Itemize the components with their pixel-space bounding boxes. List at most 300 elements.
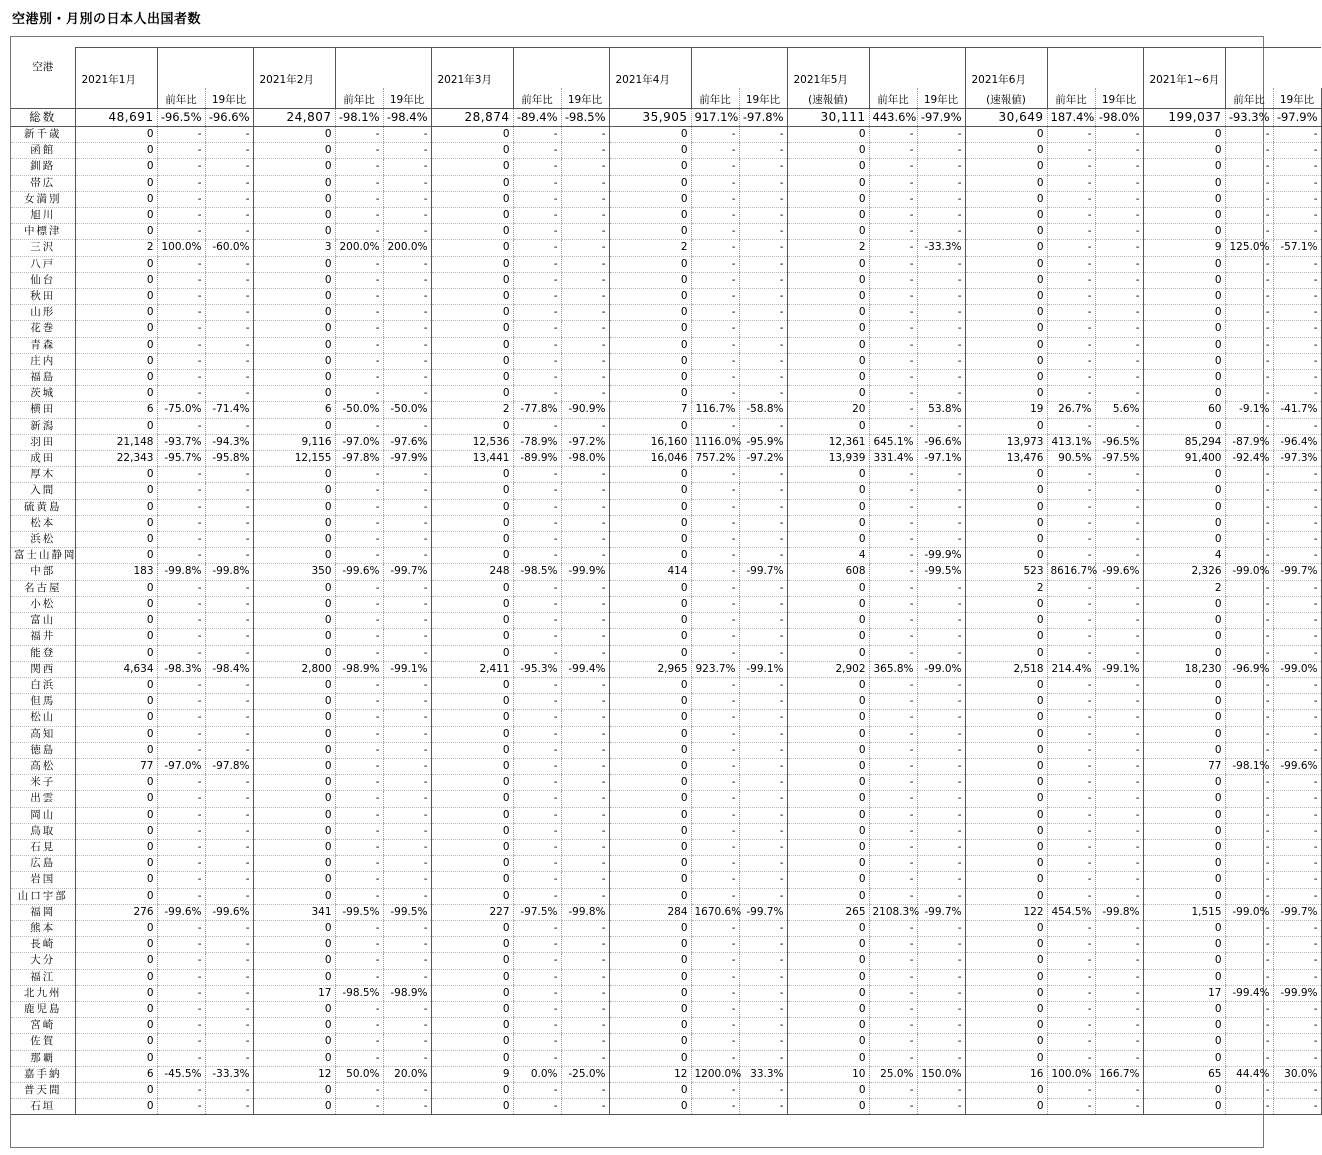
yoy-cell: - [1225, 1034, 1273, 1050]
count-cell: 0 [75, 548, 157, 564]
airport-name: 大分 [11, 953, 75, 969]
yoy-cell: 923.7% [691, 661, 739, 677]
yoy-cell: - [1225, 791, 1273, 807]
vs2019-cell: - [205, 321, 253, 337]
table-row [11, 240, 1321, 256]
count-cell: 0 [1143, 872, 1225, 888]
vs2019-cell: - [383, 645, 431, 661]
vs2019-cell: - [561, 710, 609, 726]
count-cell: 2,518 [965, 661, 1047, 677]
vs2019-cell: - [1095, 418, 1143, 434]
vs2019-cell: - [383, 742, 431, 758]
table-row [11, 1001, 1321, 1017]
count-cell: 0 [609, 613, 691, 629]
yoy-cell: - [1225, 305, 1273, 321]
count-cell: 0 [431, 775, 513, 791]
count-cell: 0 [75, 839, 157, 855]
yoy-cell: - [157, 256, 205, 272]
vs2019-cell: - [917, 596, 965, 612]
yoy-cell: - [335, 888, 383, 904]
vs2019-cell: -99.1% [1095, 661, 1143, 677]
yoy-cell: - [1047, 191, 1095, 207]
yoy-cell: - [869, 839, 917, 855]
airport-name: 福島 [11, 370, 75, 386]
yoy-cell: - [691, 305, 739, 321]
vs2019-cell: - [739, 856, 787, 872]
airport-name: 帯広 [11, 175, 75, 191]
yoy-cell: - [1047, 823, 1095, 839]
count-cell: 0 [431, 969, 513, 985]
vs2019-cell: -99.8% [205, 564, 253, 580]
yoy-cell: - [513, 823, 561, 839]
yoy-cell: - [869, 515, 917, 531]
yoy-cell: - [691, 564, 739, 580]
yoy-cell: - [691, 370, 739, 386]
count-cell: 0 [431, 321, 513, 337]
airport-name: 普天間 [11, 1082, 75, 1098]
yoy-cell: - [157, 548, 205, 564]
count-cell: 3 [253, 240, 335, 256]
vs2019-cell: - [383, 418, 431, 434]
count-cell: 0 [431, 272, 513, 288]
count-cell: 0 [253, 937, 335, 953]
vs2019-cell: - [1273, 856, 1321, 872]
count-cell: 0 [431, 1018, 513, 1034]
vs2019-cell: - [205, 418, 253, 434]
vs2019-cell: -98.9% [383, 985, 431, 1001]
vs2019-cell: - [205, 548, 253, 564]
yoy-cell: - [335, 629, 383, 645]
table-row [11, 191, 1321, 207]
count-cell: 0 [609, 305, 691, 321]
vs2019-cell: - [917, 175, 965, 191]
count-cell: 6 [253, 402, 335, 418]
vs2019-cell: -25.0% [561, 1066, 609, 1082]
yoy-cell: - [691, 467, 739, 483]
table-row [11, 1034, 1321, 1050]
yoy-cell: -98.5% [335, 985, 383, 1001]
vs2019-cell: -97.9% [383, 451, 431, 467]
count-cell: 0 [1143, 483, 1225, 499]
vs2019-cell: 5.6% [1095, 402, 1143, 418]
count-cell: 4 [1143, 548, 1225, 564]
airport-name: 石見 [11, 839, 75, 855]
vs2019-cell: - [917, 677, 965, 693]
count-cell: 0 [965, 1082, 1047, 1098]
airport-name: 関西 [11, 661, 75, 677]
vs2019-cell: - [739, 272, 787, 288]
yoy-cell: - [157, 742, 205, 758]
count-cell: 17 [253, 985, 335, 1001]
count-cell: 0 [75, 969, 157, 985]
yoy-cell: - [513, 775, 561, 791]
yoy-cell: - [335, 742, 383, 758]
header-blank [1273, 48, 1321, 89]
yoy-cell: -97.0% [335, 434, 383, 450]
vs2019-cell: -99.7% [1273, 904, 1321, 920]
yoy-cell: -97.0% [157, 758, 205, 774]
yoy-cell: - [157, 289, 205, 305]
vs2019-cell: -97.2% [739, 451, 787, 467]
count-cell: 0 [965, 758, 1047, 774]
yoy-cell: - [513, 159, 561, 175]
vs2019-cell: - [1273, 1050, 1321, 1066]
airport-name: 庄内 [11, 353, 75, 369]
count-cell: 0 [75, 580, 157, 596]
yoy-cell: - [335, 694, 383, 710]
vs2019-cell: - [205, 937, 253, 953]
yoy-cell: - [513, 386, 561, 402]
yoy-cell: - [1047, 467, 1095, 483]
yoy-cell: - [1225, 337, 1273, 353]
count-cell: 2 [965, 580, 1047, 596]
count-cell: 0 [1143, 224, 1225, 240]
table-row [11, 613, 1321, 629]
vs2019-cell: - [1095, 791, 1143, 807]
total-row [11, 109, 1321, 127]
count-cell: 0 [609, 580, 691, 596]
vs2019-cell: - [561, 1050, 609, 1066]
count-cell: 7 [609, 402, 691, 418]
header-blank [157, 48, 205, 89]
vs2019-cell: - [1273, 969, 1321, 985]
yoy-cell: - [513, 937, 561, 953]
vs2019-cell: - [739, 985, 787, 1001]
vs2019-cell: - [561, 839, 609, 855]
yoy-cell: - [1225, 920, 1273, 936]
vs2019-cell: - [739, 1050, 787, 1066]
table-row [11, 758, 1321, 774]
yoy-cell: - [869, 532, 917, 548]
vs2019-header: 19年比 [917, 88, 965, 109]
table-frame [10, 36, 1318, 1148]
yoy-cell: - [513, 839, 561, 855]
yoy-cell: - [513, 1099, 561, 1115]
table-row [11, 1050, 1321, 1066]
vs2019-cell: -57.1% [1273, 240, 1321, 256]
yoy-cell: - [869, 499, 917, 515]
yoy-cell: - [1047, 272, 1095, 288]
vs2019-cell: - [205, 208, 253, 224]
yoy-cell: 125.0% [1225, 240, 1273, 256]
count-cell: 0 [431, 483, 513, 499]
count-cell: 2,411 [431, 661, 513, 677]
table-row [11, 888, 1321, 904]
airport-name: 福井 [11, 629, 75, 645]
airport-name: 岩国 [11, 872, 75, 888]
yoy-cell: - [691, 418, 739, 434]
count-cell: 2 [609, 240, 691, 256]
vs2019-cell: - [1095, 386, 1143, 402]
count-cell: 0 [787, 191, 869, 207]
vs2019-cell: - [739, 791, 787, 807]
count-cell: 0 [431, 208, 513, 224]
yoy-cell: - [513, 224, 561, 240]
count-cell: 0 [965, 515, 1047, 531]
count-cell: 0 [431, 532, 513, 548]
vs2019-cell: - [561, 386, 609, 402]
count-cell: 0 [75, 191, 157, 207]
airport-name: 女満別 [11, 191, 75, 207]
yoy-cell: - [157, 629, 205, 645]
vs2019-cell: - [383, 515, 431, 531]
airport-name: 長崎 [11, 937, 75, 953]
yoy-cell: - [513, 613, 561, 629]
vs2019-cell: - [383, 1099, 431, 1115]
vs2019-cell: -98.0% [1095, 109, 1143, 127]
vs2019-cell: - [561, 483, 609, 499]
count-cell: 0 [253, 548, 335, 564]
count-cell: 0 [609, 208, 691, 224]
yoy-cell: - [691, 289, 739, 305]
count-cell: 0 [787, 499, 869, 515]
count-cell: 13,973 [965, 434, 1047, 450]
vs2019-cell: - [561, 677, 609, 693]
vs2019-cell: - [739, 872, 787, 888]
count-cell: 0 [609, 548, 691, 564]
vs2019-cell: - [1273, 807, 1321, 823]
count-cell: 22,343 [75, 451, 157, 467]
vs2019-cell: - [917, 775, 965, 791]
count-cell: 0 [787, 742, 869, 758]
vs2019-cell: - [917, 337, 965, 353]
yoy-cell: - [335, 580, 383, 596]
vs2019-cell: - [1273, 532, 1321, 548]
airport-name: 高松 [11, 758, 75, 774]
vs2019-cell: - [383, 208, 431, 224]
vs2019-cell: - [917, 791, 965, 807]
vs2019-cell: - [739, 937, 787, 953]
vs2019-cell: - [383, 1001, 431, 1017]
count-cell: 0 [787, 1034, 869, 1050]
yoy-cell: - [513, 1034, 561, 1050]
yoy-cell: - [335, 175, 383, 191]
airport-name: 仙台 [11, 272, 75, 288]
count-cell: 0 [75, 677, 157, 693]
vs2019-cell: - [561, 856, 609, 872]
yoy-cell: - [869, 596, 917, 612]
count-cell: 0 [75, 645, 157, 661]
yoy-cell: - [869, 613, 917, 629]
count-cell: 0 [253, 629, 335, 645]
count-cell: 0 [609, 1018, 691, 1034]
vs2019-cell: - [205, 159, 253, 175]
yoy-cell: - [335, 159, 383, 175]
vs2019-cell: - [383, 694, 431, 710]
vs2019-cell: - [561, 272, 609, 288]
yoy-header: 前年比 [1225, 88, 1273, 109]
table-row [11, 208, 1321, 224]
airport-name: 能登 [11, 645, 75, 661]
yoy-cell: - [157, 969, 205, 985]
count-cell: 0 [1143, 726, 1225, 742]
count-cell: 0 [1143, 596, 1225, 612]
vs2019-cell: -99.4% [561, 661, 609, 677]
vs2019-cell: - [1095, 629, 1143, 645]
count-cell: 0 [431, 175, 513, 191]
vs2019-cell: - [383, 499, 431, 515]
airport-name: 花巻 [11, 321, 75, 337]
vs2019-cell: - [205, 386, 253, 402]
yoy-cell: -98.9% [335, 661, 383, 677]
count-cell: 0 [75, 920, 157, 936]
count-cell: 0 [431, 839, 513, 855]
count-cell: 0 [787, 937, 869, 953]
vs2019-cell: - [383, 953, 431, 969]
yoy-cell: - [157, 499, 205, 515]
count-cell: 0 [609, 175, 691, 191]
airport-name: 総数 [11, 109, 75, 127]
yoy-cell: - [157, 191, 205, 207]
airport-name: 福岡 [11, 904, 75, 920]
vs2019-cell: - [383, 370, 431, 386]
vs2019-cell: -94.3% [205, 434, 253, 450]
yoy-cell: 331.4% [869, 451, 917, 467]
count-cell: 0 [609, 321, 691, 337]
vs2019-cell: -98.4% [383, 109, 431, 127]
yoy-cell: - [691, 791, 739, 807]
airport-name: 函館 [11, 143, 75, 159]
yoy-cell: - [691, 596, 739, 612]
count-cell: 523 [965, 564, 1047, 580]
yoy-cell: -89.4% [513, 109, 561, 127]
count-cell: 0 [1143, 1034, 1225, 1050]
vs2019-cell: - [917, 726, 965, 742]
yoy-header: 前年比 [157, 88, 205, 109]
yoy-cell: - [335, 548, 383, 564]
month-header: 2021年1~6月 [1143, 48, 1225, 89]
yoy-cell: - [1047, 289, 1095, 305]
count-cell: 0 [609, 127, 691, 143]
vs2019-cell: - [205, 985, 253, 1001]
airport-name: 秋田 [11, 289, 75, 305]
vs2019-cell: - [1095, 1050, 1143, 1066]
yoy-cell: -93.3% [1225, 109, 1273, 127]
airport-departures-table [11, 47, 1322, 1115]
yoy-cell: - [513, 742, 561, 758]
yoy-cell: -77.8% [513, 402, 561, 418]
vs2019-cell: - [383, 613, 431, 629]
count-cell: 2 [431, 402, 513, 418]
vs2019-cell: - [1095, 694, 1143, 710]
count-cell: 0 [253, 920, 335, 936]
yoy-cell: 757.2% [691, 451, 739, 467]
count-cell: 0 [75, 321, 157, 337]
yoy-cell: - [691, 240, 739, 256]
yoy-cell: - [335, 1018, 383, 1034]
yoy-cell: - [691, 920, 739, 936]
vs2019-cell: - [383, 1082, 431, 1098]
count-cell: 0 [75, 143, 157, 159]
vs2019-cell: - [561, 580, 609, 596]
vs2019-cell: - [917, 289, 965, 305]
vs2019-cell: - [383, 791, 431, 807]
yoy-cell: - [513, 515, 561, 531]
yoy-cell: - [513, 710, 561, 726]
count-cell: 0 [75, 596, 157, 612]
vs2019-cell: -99.8% [1095, 904, 1143, 920]
yoy-cell: - [1225, 224, 1273, 240]
count-cell: 0 [75, 467, 157, 483]
count-cell: 0 [253, 256, 335, 272]
count-cell: 2,326 [1143, 564, 1225, 580]
vs2019-cell: - [739, 580, 787, 596]
airport-name: 八戸 [11, 256, 75, 272]
vs2019-cell: - [1273, 159, 1321, 175]
yoy-cell: - [335, 969, 383, 985]
table-row [11, 645, 1321, 661]
yoy-cell: - [513, 645, 561, 661]
count-cell: 2,965 [609, 661, 691, 677]
count-cell: 0 [965, 224, 1047, 240]
vs2019-cell: - [561, 726, 609, 742]
count-cell: 2 [75, 240, 157, 256]
yoy-cell: - [869, 1099, 917, 1115]
table-row [11, 904, 1321, 920]
vs2019-cell: - [205, 272, 253, 288]
count-cell: 0 [75, 208, 157, 224]
vs2019-cell: - [739, 483, 787, 499]
vs2019-cell: - [739, 337, 787, 353]
table-row [11, 775, 1321, 791]
table-row [11, 1018, 1321, 1034]
yoy-cell: - [157, 775, 205, 791]
vs2019-cell: - [1095, 596, 1143, 612]
count-cell: 0 [75, 353, 157, 369]
count-cell: 0 [965, 742, 1047, 758]
yoy-cell: -98.3% [157, 661, 205, 677]
yoy-cell: - [869, 289, 917, 305]
vs2019-cell: - [1095, 1018, 1143, 1034]
yoy-cell: - [335, 839, 383, 855]
yoy-cell: - [1047, 758, 1095, 774]
count-cell: 2,902 [787, 661, 869, 677]
page-title: 空港別・月別の日本人出国者数 [12, 12, 202, 27]
count-cell: 0 [253, 677, 335, 693]
yoy-cell: - [513, 175, 561, 191]
vs2019-cell: - [739, 629, 787, 645]
table-row [11, 305, 1321, 321]
vs2019-cell: - [383, 937, 431, 953]
vs2019-cell: - [561, 256, 609, 272]
vs2019-cell: - [1273, 953, 1321, 969]
yoy-cell: - [1225, 289, 1273, 305]
vs2019-cell: - [1273, 1001, 1321, 1017]
vs2019-cell: - [561, 985, 609, 1001]
vs2019-cell: - [1095, 856, 1143, 872]
vs2019-cell: - [561, 920, 609, 936]
yoy-cell: - [513, 321, 561, 337]
count-cell: 0 [609, 791, 691, 807]
table-row [11, 321, 1321, 337]
yoy-cell: 25.0% [869, 1066, 917, 1082]
yoy-cell: - [1047, 596, 1095, 612]
count-cell: 0 [965, 613, 1047, 629]
vs2019-cell: -99.9% [917, 548, 965, 564]
yoy-cell: - [691, 127, 739, 143]
month-header: 2021年6月 [965, 48, 1047, 89]
vs2019-cell: - [1273, 645, 1321, 661]
vs2019-cell: - [739, 143, 787, 159]
vs2019-cell: - [383, 159, 431, 175]
vs2019-cell: -99.0% [1273, 661, 1321, 677]
count-cell: 0 [609, 839, 691, 855]
count-cell: 0 [609, 953, 691, 969]
count-cell: 0 [431, 1099, 513, 1115]
count-cell: 0 [787, 532, 869, 548]
vs2019-cell: 30.0% [1273, 1066, 1321, 1082]
yoy-cell: - [1225, 256, 1273, 272]
